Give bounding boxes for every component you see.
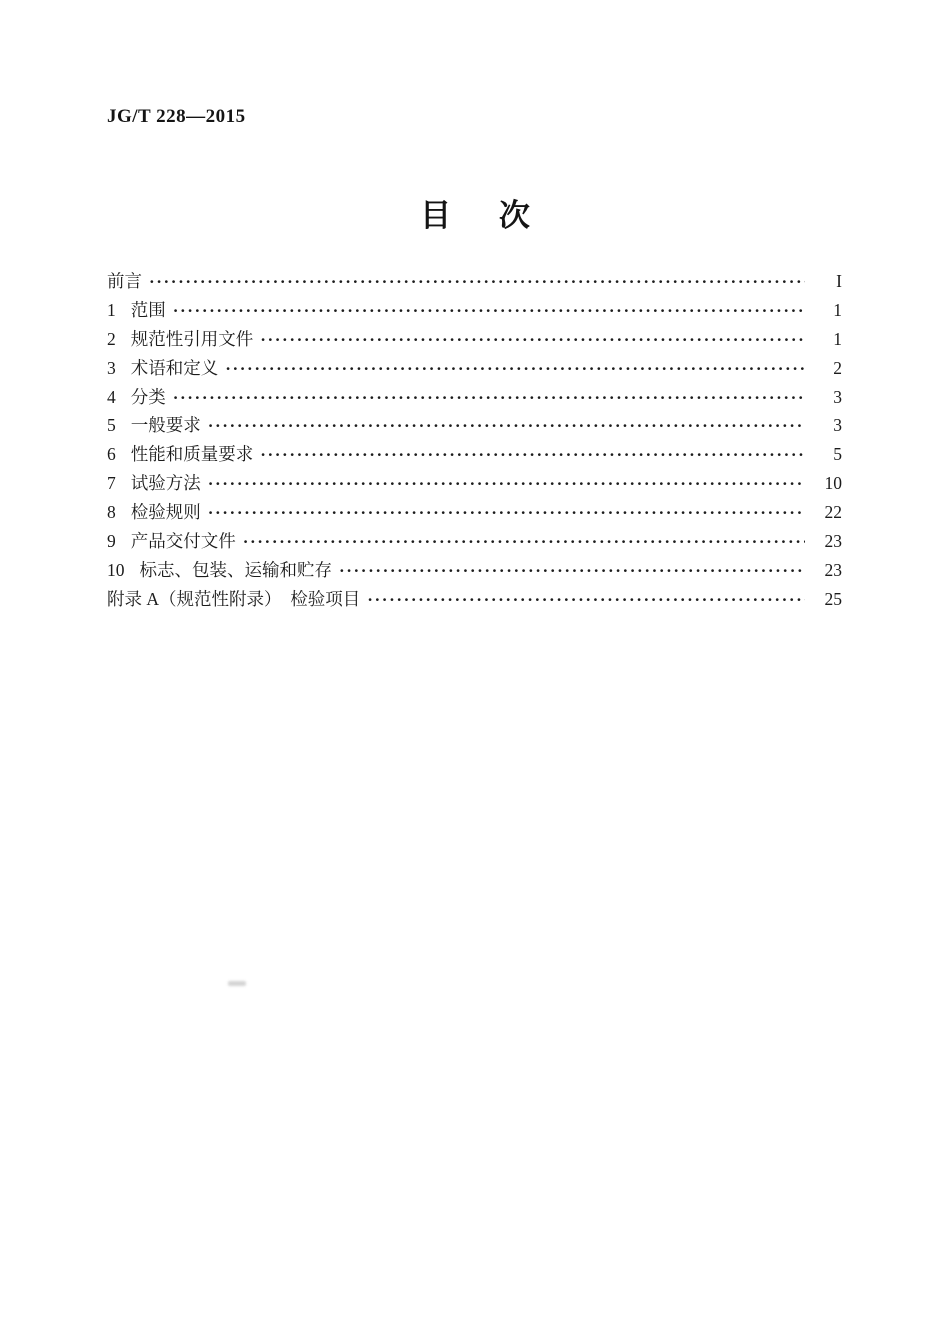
toc-entry bbox=[107, 470, 842, 499]
toc-entry-page: 10 bbox=[824, 473, 842, 494]
document-code: JG/T 228—2015 bbox=[107, 106, 246, 127]
toc-entry-label: 试验方法 bbox=[130, 473, 201, 494]
scan-smudge-artifact bbox=[228, 981, 246, 986]
toc-entry-number: 9 bbox=[107, 531, 116, 552]
toc-entry-number: 1 bbox=[107, 299, 116, 320]
toc-list bbox=[107, 268, 842, 615]
toc-leader-dots bbox=[225, 358, 805, 379]
toc-entry-page: 23 bbox=[824, 559, 842, 580]
toc-leader-dots bbox=[367, 589, 805, 610]
toc-entry-page: 2 bbox=[833, 357, 842, 378]
toc-entry bbox=[107, 528, 842, 557]
toc-entry-page: 3 bbox=[833, 386, 842, 407]
toc-entry bbox=[107, 412, 842, 441]
toc-leader-dots bbox=[208, 502, 805, 523]
toc-leader-dots bbox=[173, 387, 805, 408]
toc-leader-dots bbox=[208, 473, 805, 494]
toc-entry-label: 术语和定义 bbox=[130, 357, 219, 378]
toc-entry bbox=[107, 384, 842, 413]
toc-leader-dots bbox=[260, 444, 805, 465]
toc-entry bbox=[107, 557, 842, 586]
toc-entry bbox=[107, 326, 842, 355]
toc-entry-label: 一般要求 bbox=[130, 415, 201, 436]
toc-entry bbox=[107, 586, 842, 615]
toc-entry-page: 25 bbox=[824, 588, 842, 609]
toc-entry-page: 22 bbox=[824, 502, 842, 523]
toc-entry-page: 5 bbox=[833, 444, 842, 465]
toc-entry bbox=[107, 268, 842, 297]
toc-entry-number: 3 bbox=[107, 357, 116, 378]
toc-entry-page: 1 bbox=[833, 328, 842, 349]
toc-leader-dots bbox=[149, 271, 805, 292]
toc-entry-page: 23 bbox=[824, 531, 842, 552]
toc-entry-label: 检验规则 bbox=[130, 502, 201, 523]
toc-entry-page: 3 bbox=[833, 415, 842, 436]
toc-entry bbox=[107, 355, 842, 384]
toc-entry-number: 2 bbox=[107, 328, 116, 349]
toc-entry-page: 1 bbox=[833, 299, 842, 320]
toc-entry-number: 7 bbox=[107, 473, 116, 494]
toc-entry bbox=[107, 297, 842, 326]
toc-entry-number: 4 bbox=[107, 386, 116, 407]
toc-entry-label: 附录 A（规范性附录） 检验项目 bbox=[107, 588, 361, 609]
toc-entry-label: 前言 bbox=[107, 271, 142, 291]
page-title: 目 次 bbox=[420, 198, 530, 233]
toc-entry-label: 产品交付文件 bbox=[130, 531, 236, 552]
toc-entry-number: 10 bbox=[107, 559, 125, 580]
toc-entry-label: 标志、包装、运输和贮存 bbox=[139, 559, 332, 580]
toc-leader-dots bbox=[208, 415, 805, 436]
toc-entry-label: 规范性引用文件 bbox=[130, 328, 254, 349]
toc-leader-dots bbox=[173, 300, 805, 321]
toc-leader-dots bbox=[339, 560, 805, 581]
toc-entry-page: I bbox=[836, 271, 842, 291]
toc-leader-dots bbox=[260, 329, 805, 350]
toc-entry-label: 性能和质量要求 bbox=[130, 444, 254, 465]
toc-leader-dots bbox=[243, 531, 805, 552]
toc-entry-number: 5 bbox=[107, 415, 116, 436]
toc-entry-number: 8 bbox=[107, 502, 116, 523]
toc-entry-label: 分类 bbox=[130, 386, 166, 407]
toc-entry bbox=[107, 441, 842, 470]
toc-entry-number: 6 bbox=[107, 444, 116, 465]
toc-entry bbox=[107, 499, 842, 528]
toc-entry-label: 范围 bbox=[130, 299, 166, 320]
